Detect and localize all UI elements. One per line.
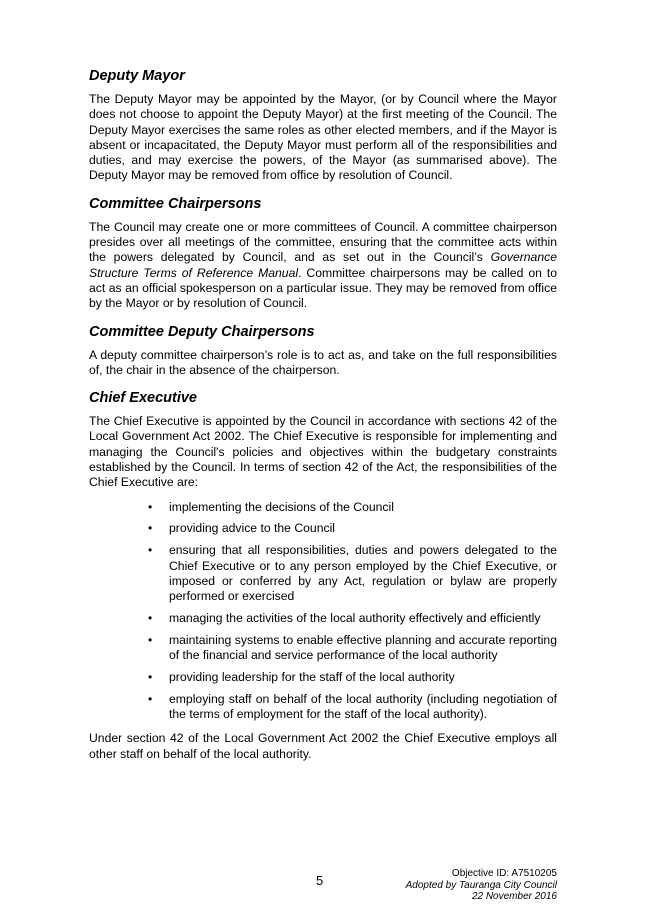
- bullet-icon: •: [148, 632, 153, 647]
- paragraph-deputy-mayor: The Deputy Mayor may be appointed by the Mayor, (or by Council where the Mayor does not choose to appoint the Deputy Mayor) at the first meeting of the Council. The Deputy Mayor exercises the same roles as other elected members, and if the Mayor is absent or incapacitated, the Deputy Mayor must perform all of the responsibilities and duties, and may exercise the powers, of the Mayor (as summarised above). The Deputy Mayor may be removed from office by resolution of Council.: [89, 92, 557, 183]
- bullet-icon: •: [148, 499, 153, 514]
- heading-deputy-mayor: Deputy Mayor: [89, 68, 185, 84]
- paragraph-closing: Under section 42 of the Local Government Act 2002 the Chief Executive employs all other staff on behalf of the local authority.: [89, 731, 557, 761]
- heading-committee-chairpersons: Committee Chairpersons: [89, 195, 262, 212]
- list-item: [148, 669, 557, 685]
- heading-chief-executive: Chief Executive: [89, 390, 197, 407]
- document-body: [89, 68, 557, 774]
- footer-meta: [406, 868, 557, 903]
- section-committee-deputy-chairpersons: [89, 324, 557, 379]
- heading-committee-deputy-chairpersons: Committee Deputy Chairpersons: [89, 323, 315, 340]
- manual-title: Governance Structure Terms of Reference Manual: [89, 250, 557, 280]
- list-item-text: employing staff on behalf of the local authority (including negotiation of the terms of employment for the staff of the local authority).: [169, 691, 557, 721]
- section-deputy-mayor: [89, 68, 557, 184]
- bullet-icon: •: [148, 691, 153, 706]
- paragraph-chief-executive: The Chief Executive is appointed by the Council in accordance with sections 42 of the Local Government Act 2002. The Chief Executive is responsible for implementing and managing the Council's policies and objectives within the budgetary constraints established by the Council. In terms of section 42 of the Act, the responsibilities of the Chief Executive are:: [89, 414, 557, 490]
- bullet-icon: •: [148, 610, 153, 625]
- section-committee-chairpersons: [89, 196, 557, 312]
- adopted-date: 22 November 2016: [471, 891, 557, 902]
- list-item: [148, 632, 557, 664]
- list-item: [148, 543, 557, 604]
- bullet-icon: •: [148, 521, 153, 536]
- list-item-text: managing the activities of the local authority effectively and efficiently: [169, 610, 541, 625]
- list-item: [148, 691, 557, 723]
- list-item-text: providing advice to the Council: [169, 521, 335, 536]
- paragraph-committee-chairpersons: [89, 220, 557, 312]
- paragraph-committee-deputy-chairpersons: A deputy committee chairperson’s role is to act as, and take on the full responsibilities of, the chair in the absence of the chairperson.: [89, 347, 557, 377]
- list-item-text: providing leadership for the staff of the local authority: [169, 669, 455, 684]
- list-item: [148, 499, 557, 515]
- page-number: 5: [316, 873, 324, 888]
- list-item-text: implementing the decisions of the Council: [169, 499, 394, 514]
- adopted-by: Adopted by Tauranga City Council: [405, 879, 557, 891]
- list-item: [148, 610, 557, 626]
- objective-id: Objective ID: A7510205: [451, 868, 557, 879]
- list-item-text: ensuring that all responsibilities, duties and powers delegated to the Chief Executive or to any person employed by the Chief Executive, or imposed or conferred by any Act, regulation or bylaw are properly performed or exercised: [169, 543, 557, 604]
- list-item-text: maintaining systems to enable effective planning and accurate reporting of the financial and service performance of the local authority: [169, 632, 557, 663]
- responsibilities-list: [89, 500, 557, 723]
- paragraph-text-part1: The Council may create one or more committees of Council. A committee chairperson presides over all meetings of the committee, ensuring that the committee acts within the powers delegated by Council, and as set out in the Council’s: [89, 219, 557, 265]
- list-item: [148, 521, 557, 536]
- bullet-icon: •: [148, 669, 153, 684]
- section-chief-executive: [89, 390, 557, 762]
- bullet-icon: •: [148, 543, 153, 558]
- paragraph-text-part2: . Committee chairpersons may be called on to act as an official spokesperson on a particular issue. They may be removed from office by the Mayor or by resolution of Council.: [89, 265, 557, 311]
